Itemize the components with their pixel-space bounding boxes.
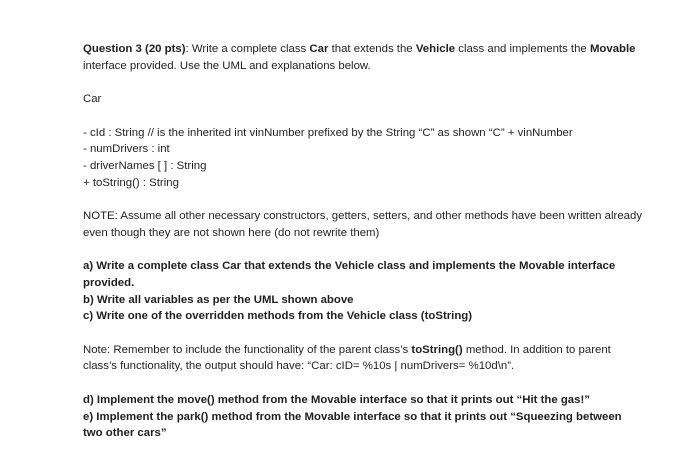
part-d: d) Implement the move() method from the Movable interface so that it prints out “Hit the gas!” (83, 393, 590, 406)
uml-method-tostring: + toString() : String (83, 176, 179, 189)
part-e: e) Implement the park() method from the Movable interface so that it prints out “Squeezing between two other cars” (83, 410, 622, 440)
note-tostring: Note: Remember to include the functionality of the parent class’s toString() method. In addition to parent class’s functionality, the output should have: “Car: cID= %10s | numDrivers= %10d\n”. (83, 343, 611, 373)
question-intro: Question 3 (20 pts): Write a complete class Car that extends the Vehicle class and implements the Movable interface provided. Use the UML and explanations below. (83, 43, 636, 72)
question-header: Question 3 (20 pts) (83, 43, 186, 55)
part-b: b) Write all variables as per the UML shown above (83, 293, 354, 306)
uml-attribute-numdrivers: - numDrivers : int (83, 143, 170, 156)
note-assumptions: NOTE: Assume all other necessary constructors, getters, setters, and other methods have been written already even though they are not shown here (do not rewrite them) (83, 210, 643, 239)
question-document (83, 41, 643, 442)
uml-attribute-cid: - cId : String // is the inherited int vinNumber prefixed by the String “C” as shown “C” + vinNumber (83, 126, 573, 139)
uml-attribute-drivernames: - driverNames [ ] : String (83, 159, 207, 172)
part-c: c) Write one of the overridden methods from the Vehicle class (toString) (83, 310, 473, 323)
uml-class-name: Car (83, 93, 102, 106)
part-a: a) Write a complete class Car that extends the Vehicle class and implements the Movable interface provided. (83, 260, 616, 289)
